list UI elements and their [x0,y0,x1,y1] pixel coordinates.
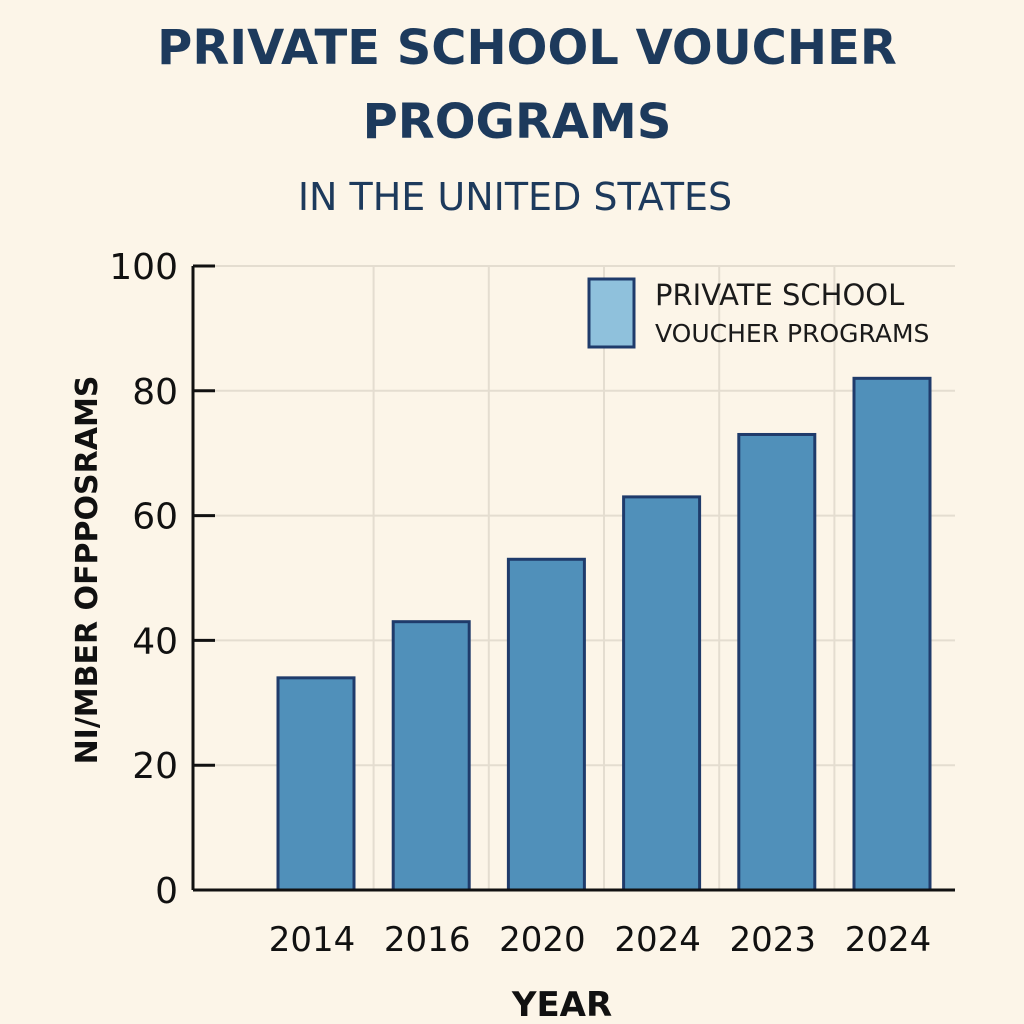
y-axis-ticks [109,247,215,912]
chart-subtitle: IN THE UNITED STATES [297,175,733,219]
chart-title-line-1: PRIVATE SCHOOL VOUCHER [157,20,897,76]
bar-4 [624,497,700,890]
x-tick-label: 2016 [383,920,471,960]
y-tick-label: 60 [132,496,178,538]
bar-1 [278,678,354,890]
y-tick-label: 100 [109,247,178,288]
x-axis-ticks [269,920,932,960]
bar-5 [739,434,815,890]
y-tick-label: 40 [132,621,178,663]
legend [589,278,929,348]
y-tick-label: 20 [132,746,178,788]
y-axis-label: NI/MBER OFPPOSRAMS [70,375,105,765]
legend-swatch [589,279,634,347]
x-tick-label: 2024 [844,920,932,960]
x-tick-label: 2014 [268,920,356,960]
x-axis-label: YEAR [511,985,613,1024]
y-tick-label: 0 [155,871,178,912]
legend-label-line-1: PRIVATE SCHOOL [655,278,905,312]
x-tick-label: 2020 [499,920,586,960]
chart-title-line-2: PROGRAMS [362,94,672,150]
legend-label-line-2: VOUCHER PROGRAMS [655,319,930,348]
bar-6 [854,378,930,890]
bar-2 [393,622,469,890]
x-tick-label: 2023 [729,920,817,960]
bar-3 [508,559,584,890]
x-tick-label: 2024 [614,920,701,960]
y-tick-label: 80 [132,371,178,413]
